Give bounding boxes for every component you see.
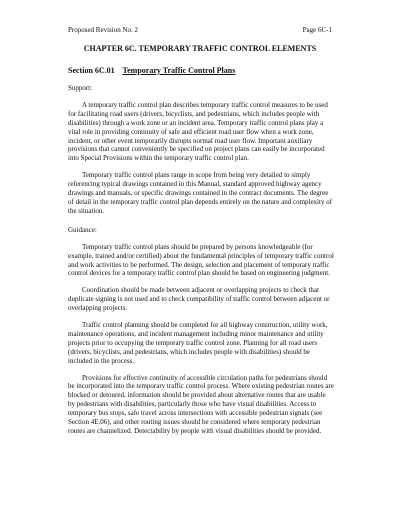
guidance-label: Guidance: bbox=[68, 225, 97, 234]
guidance-paragraph-3: Traffic control planning should be completed for all highway construction, utility work, maintenance operations, and incident management including minor maintenance and utility projects prior to occupying the temporary traffic control zone. Planning for all road users (drivers, bicyclists, and pedestrians, which includes people with disabilities) should be included in the process. bbox=[68, 321, 328, 365]
support-paragraph-1: A temporary traffic control plan describes temporary traffic control measures to be used for facilitating road users (drivers, bicyclists, and pedestrians, which includes people with disabilities) through a work zone or an incident area. Temporary traffic control plans play a vital role in providing continuity of safe and efficient road user flow when a work zone, incident, or other event temporarily disrupts normal road user flow. Important auxiliary provisions that cannot conveniently be specified on project plans can easily be incorporated into Special Provisions within the temporary traffic control plan. bbox=[68, 100, 328, 163]
support-label: Support: bbox=[68, 84, 93, 92]
support-paragraph-2: Temporary traffic control plans range in scope from being very detailed to simply referencing typical drawings contained in this Manual, standard approved highway agency drawings and manuals, or specific drawings contained in the contract documents. The degree of detail in the temporary traffic control plan depends entirely on the nature and complexity of the situation. bbox=[68, 171, 333, 215]
page-number: Page 6C-1 bbox=[302, 26, 332, 34]
guidance-paragraph-4: Provisions for effective continuity of accessible circulation paths for pedestrians should be incorporated into the temporary traffic control process. Where existing pedestrian routes are blocked or detoured, information should be provided about alternative routes that are usable by pedestrians with disabilities, particularly those who have visual disabilities. Access to temporary bus stops, safe travel across intersections with accessible pedestrian signals (see Section 4E.06), and other routing issues should be considered where temporary pedestrian routes are channelized. Detectability by people with visual disabilities should be provided. bbox=[68, 373, 334, 435]
section-number: Section 6C.01 bbox=[68, 66, 115, 75]
revision-label: Proposed Revision No. 2 bbox=[68, 26, 138, 34]
guidance-paragraph-1: Temporary traffic control plans should be prepared by persons knowledgeable (for example, trained and/or certified) about the fundamental principles of temporary traffic control and work activities to be performed. The design, selection and placement of temporary traffic control devices for a temporary traffic control plan should be based on engineering judgment. bbox=[68, 242, 334, 278]
guidance-paragraph-2: Coordination should be made between adjacent or overlapping projects to check that duplicate signing is not used and to check compatibility of traffic control between adjacent or overlapping projects. bbox=[68, 286, 330, 313]
section-heading bbox=[68, 66, 334, 76]
section-title: Temporary Traffic Control Plans bbox=[122, 66, 236, 75]
document-body bbox=[68, 66, 334, 444]
chapter-title: CHAPTER 6C. TEMPORARY TRAFFIC CONTROL ELEMENTS bbox=[83, 44, 317, 53]
